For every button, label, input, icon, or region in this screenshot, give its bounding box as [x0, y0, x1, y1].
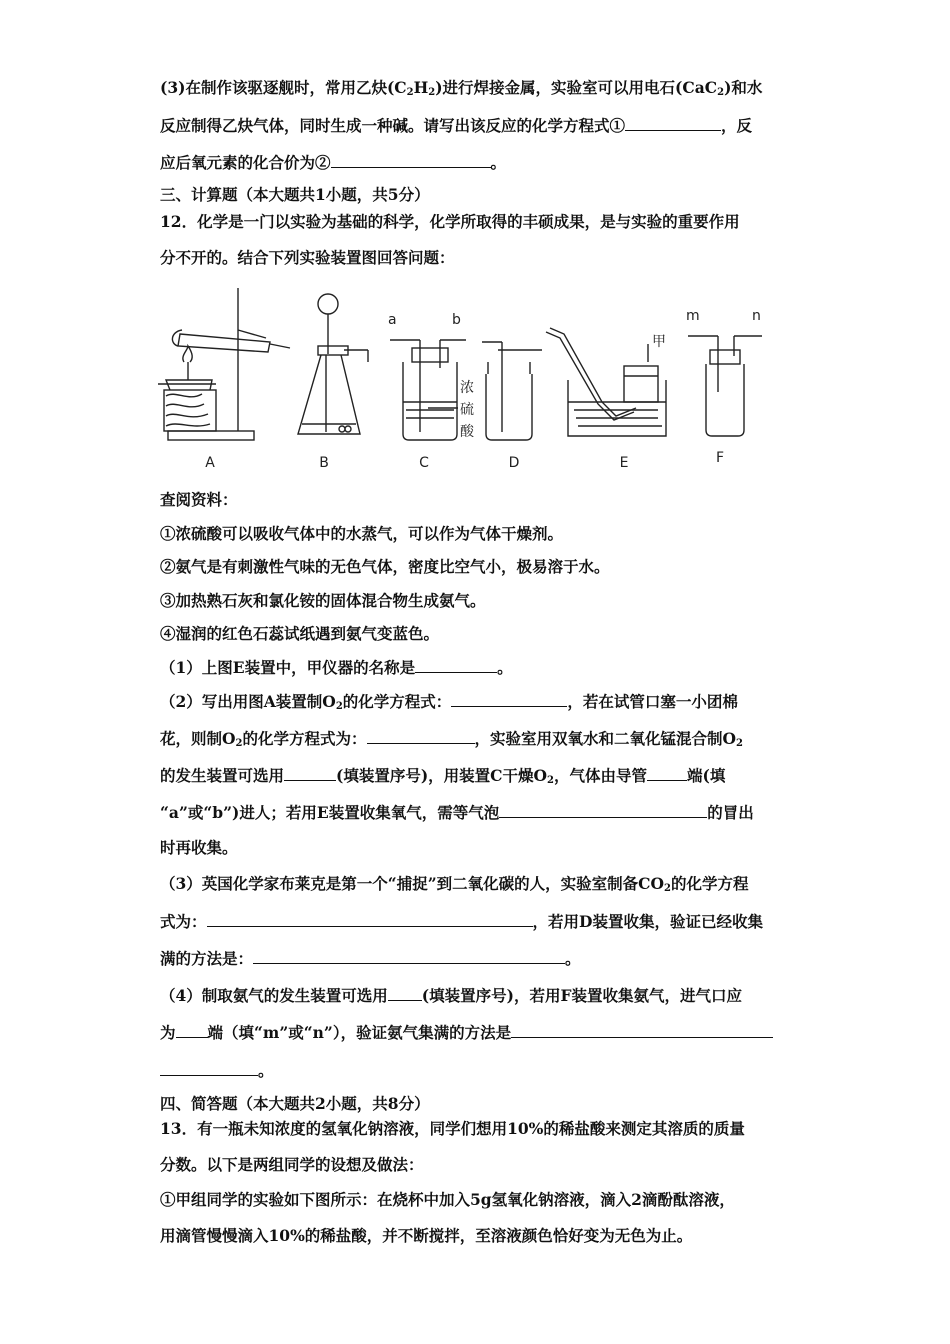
answer-blank[interactable]	[160, 1060, 258, 1076]
apparatus-b	[298, 294, 368, 434]
q12-part-1: （1）上图E装置中，甲仪器的名称是 。	[160, 658, 513, 677]
label-c: C	[419, 455, 429, 471]
q12-part-4-line-2: 为 端（填“m”或“n”），验证氨气集满的方法是	[160, 1022, 773, 1043]
label-f: F	[715, 450, 725, 466]
q12-part-2-line-3: 的发生装置可选用 (填装置序号)，用装置C干燥$O_2$，气体由导管 端(填	[160, 766, 726, 786]
q12-part-4-line-3: 。	[160, 1060, 274, 1081]
q12-part-2-line-4: “a”或“b”)进人；若用E装置收集氧气，需等气泡 的冒出	[160, 803, 754, 822]
q12-part-2-line-2: 花，则制$O_2$的化学方程式为： ，实验室用双氧水和二氧化锰混合制$O_2$	[160, 729, 743, 749]
q12-part-2-line-5: 时再收集。	[160, 838, 238, 857]
acid-char-1: 浓	[460, 380, 474, 396]
acid-char-2: 硫	[460, 402, 474, 418]
answer-blank[interactable]	[415, 657, 497, 673]
apparatus-a	[158, 288, 290, 440]
q11-line-2: 反应制得乙炔气体，同时生成一种碱。请写出该反应的化学方程式① ，反	[160, 116, 753, 135]
label-a: A	[205, 455, 215, 471]
apparatus-c	[390, 340, 466, 440]
answer-blank[interactable]	[367, 728, 475, 744]
q12-intro-1: 12．化学是一门以实验为基础的科学，化学所取得的丰硕成果，是与实验的重要作用	[160, 212, 740, 231]
q12-part-2-line-1: （2）写出用图A装置制$O_2$的化学方程式： ，若在试管口塞一小团棉	[160, 692, 738, 712]
acid-char-3: 酸	[460, 424, 474, 440]
port-b: b	[452, 312, 461, 328]
answer-blank[interactable]	[451, 691, 567, 707]
port-m: m	[686, 308, 700, 324]
apparatus-d	[482, 342, 542, 440]
label-b: B	[319, 455, 329, 471]
answer-blank[interactable]	[499, 802, 707, 818]
q12-part-4-line-1: （4）制取氨气的发生装置可选用 (填装置序号)，若用F装置收集氨气，进气口应	[160, 986, 742, 1005]
references-title: 查阅资料：	[160, 490, 238, 509]
port-n: n	[752, 308, 761, 324]
answer-blank[interactable]	[511, 1022, 773, 1038]
q13-line-3: ①甲组同学的实验如下图所示：在烧杯中加入5g氢氧化钠溶液，滴入2滴酚酞溶液，	[160, 1190, 735, 1209]
jia-label: 甲	[652, 334, 666, 350]
answer-blank[interactable]	[207, 911, 533, 927]
label-e: E	[619, 455, 629, 471]
q12-part-3-line-1: （3）英国化学家布莱克是第一个“捕捉”到二氧化碳的人，实验室制备$CO_2$的化学方程	[160, 874, 749, 894]
section-4-heading: 四、简答题（本大题共2小题，共8分）	[160, 1094, 430, 1113]
answer-blank[interactable]	[253, 948, 565, 964]
q11-line-3: 应后氧元素的化合价为② 。	[160, 153, 507, 172]
reference-item-4: ④湿润的红色石蕊试纸遇到氨气变蓝色。	[160, 624, 440, 643]
answer-blank[interactable]	[625, 115, 721, 131]
reference-item-1: ①浓硫酸可以吸收气体中的水蒸气，可以作为气体干燥剂。	[160, 524, 564, 543]
q12-part-3-line-3: 满的方法是： 。	[160, 949, 581, 968]
answer-blank[interactable]	[388, 985, 422, 1001]
apparatus-f	[688, 336, 762, 436]
label-d: D	[508, 455, 520, 471]
section-3-heading: 三、计算题（本大题共1小题，共5分）	[160, 185, 430, 204]
port-a: a	[388, 312, 397, 328]
q13-line-2: 分数。以下是两组同学的设想及做法：	[160, 1155, 424, 1174]
reference-item-3: ③加热熟石灰和氯化铵的固体混合物生成氨气。	[160, 591, 486, 610]
q13-line-1: 13．有一瓶未知浓度的氢氧化钠溶液，同学们想用10%的稀盐酸来测定其溶质的质量	[160, 1119, 745, 1138]
reference-item-2: ②氨气是有刺激性气味的无色气体，密度比空气小，极易溶于水。	[160, 557, 610, 576]
q11-line-1: (3)在制作该驱逐舰时，常用乙炔$(C_2H_2)$进行焊接金属，实验室可以用电石(CaC$_2$)和水	[160, 78, 763, 98]
answer-blank[interactable]	[176, 1022, 208, 1038]
q12-intro-2: 分不开的。结合下列实验装置图回答问题：	[160, 248, 455, 267]
answer-blank[interactable]	[284, 765, 336, 781]
answer-blank[interactable]	[647, 765, 687, 781]
apparatus-figure	[158, 284, 798, 474]
apparatus-e	[546, 328, 666, 436]
q12-part-3-line-2: 式为： ，若用D装置收集，验证已经收集	[160, 912, 763, 931]
answer-blank[interactable]	[331, 152, 491, 168]
q13-line-4: 用滴管慢慢滴入10%的稀盐酸，并不断搅拌，至溶液颜色恰好变为无色为止。	[160, 1226, 693, 1245]
